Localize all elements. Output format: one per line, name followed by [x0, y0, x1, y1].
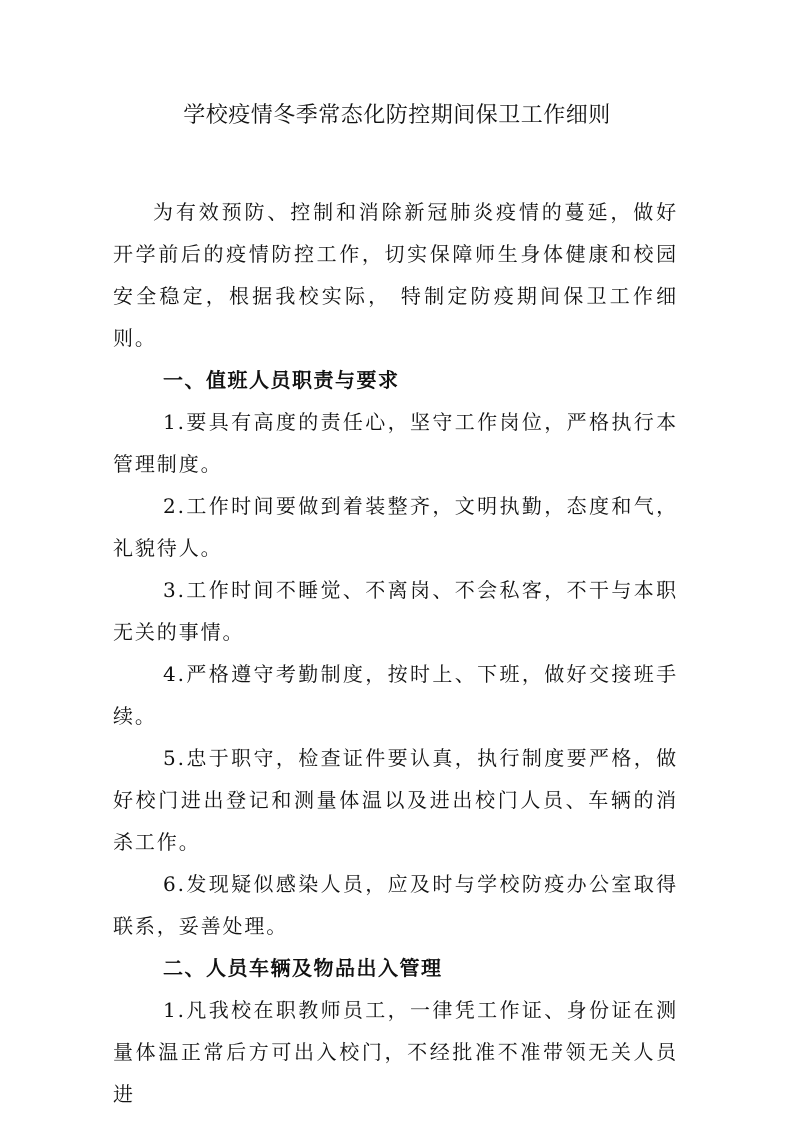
section-entry-exit-management [113, 947, 678, 1115]
list-item: 6.发现疑似感染人员，应及时与学校防疫办公室取得联系，妥善处理。 [113, 872, 678, 938]
list-item: 4.严格遵守考勤制度，按时上、下班，做好交接班手续。 [113, 662, 678, 728]
document-body [113, 191, 678, 1115]
section-duty-requirements [113, 359, 678, 947]
list-item: 3.工作时间不睡觉、不离岗、不会私客，不干与本职无关的事情。 [113, 578, 678, 644]
list-item: 1.凡我校在职教师员工，一律凭工作证、身份证在测量体温正常后方可出入校门，不经批准不准带领无关人员进 [113, 998, 678, 1106]
intro-paragraph: 为有效预防、控制和消除新冠肺炎疫情的蔓延，做好开学前后的疫情防控工作，切实保障师生身体健康和校园安全稳定，根据我校实际， 特制定防疫期间保卫工作细则。 [113, 200, 678, 350]
section-heading: 一、值班人员职责与要求 [163, 368, 400, 392]
document-title: 学校疫情冬季常态化防控期间保卫工作细则 [183, 103, 611, 128]
section-heading: 二、人员车辆及物品出入管理 [163, 956, 443, 980]
list-item: 2.工作时间要做到着装整齐，文明执勤，态度和气，礼貌待人。 [113, 494, 678, 560]
list-item: 5.忠于职守，检查证件要认真，执行制度要严格，做好校门进出登记和测量体温以及进出校门人员、车辆的消杀工作。 [113, 746, 678, 854]
list-item: 1.要具有高度的责任心，坚守工作岗位，严格执行本管理制度。 [113, 410, 678, 476]
